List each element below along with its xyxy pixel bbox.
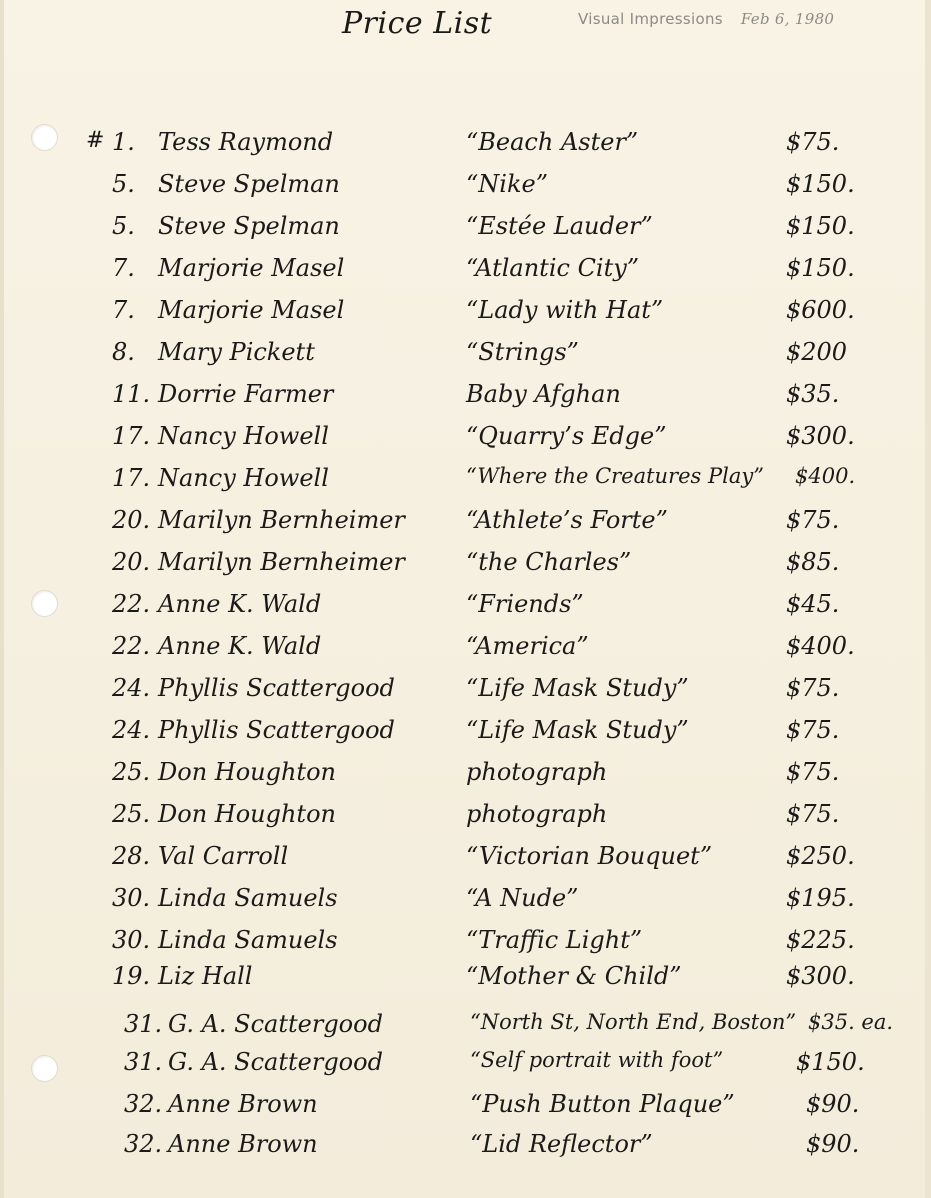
artist-name: Anne K. Wald bbox=[158, 632, 322, 660]
price-row bbox=[0, 884, 931, 918]
price: $400. bbox=[795, 464, 856, 488]
price: $75. bbox=[786, 758, 840, 786]
entry-number: 5. bbox=[112, 212, 135, 240]
price: $150. bbox=[786, 170, 855, 198]
artwork-title: “Atlantic City” bbox=[466, 254, 640, 282]
artist-name: Phyllis Scattergood bbox=[158, 716, 395, 744]
entry-number: 31. bbox=[124, 1010, 163, 1038]
artwork-title: “Mother & Child” bbox=[466, 962, 682, 990]
artist-name: Liz Hall bbox=[158, 962, 253, 990]
price-row bbox=[0, 800, 931, 834]
entry-number: 25. bbox=[112, 758, 151, 786]
price-row bbox=[0, 842, 931, 876]
artist-name: Steve Spelman bbox=[158, 212, 340, 240]
artist-name: Phyllis Scattergood bbox=[158, 674, 395, 702]
price-row bbox=[0, 548, 931, 582]
entry-number: 5. bbox=[112, 170, 135, 198]
price-row bbox=[0, 1090, 931, 1124]
price-row bbox=[0, 296, 931, 330]
artist-name: Nancy Howell bbox=[158, 422, 329, 450]
artist-name: Anne K. Wald bbox=[158, 590, 322, 618]
price: $225. bbox=[786, 926, 855, 954]
entry-number: 19. bbox=[112, 962, 151, 990]
price-row bbox=[0, 1010, 931, 1044]
entry-number: 25. bbox=[112, 800, 151, 828]
price-row bbox=[0, 338, 931, 372]
price: $250. bbox=[786, 842, 855, 870]
entry-number: 22. bbox=[112, 632, 151, 660]
artist-name: Marjorie Masel bbox=[158, 254, 345, 282]
entry-number: 24. bbox=[112, 716, 151, 744]
price: $75. bbox=[786, 716, 840, 744]
artist-name: Steve Spelman bbox=[158, 170, 340, 198]
price-row bbox=[0, 926, 931, 960]
artist-name: Marilyn Bernheimer bbox=[158, 548, 405, 576]
price: $75. bbox=[786, 674, 840, 702]
entry-number: 30. bbox=[112, 884, 151, 912]
price: $75. bbox=[786, 800, 840, 828]
price-row bbox=[0, 464, 931, 498]
artist-name: Marilyn Bernheimer bbox=[158, 506, 405, 534]
entry-number: 7. bbox=[112, 254, 135, 282]
entry-number: 32. bbox=[124, 1130, 163, 1158]
entry-number: 30. bbox=[112, 926, 151, 954]
artwork-title: “Beach Aster” bbox=[466, 128, 639, 156]
artwork-title: Baby Afghan bbox=[466, 380, 621, 408]
artist-name: Linda Samuels bbox=[158, 884, 338, 912]
artist-name: Anne Brown bbox=[168, 1090, 318, 1118]
artwork-title: “America” bbox=[466, 632, 589, 660]
artwork-title: “Life Mask Study” bbox=[466, 674, 689, 702]
artwork-title: “Life Mask Study” bbox=[466, 716, 689, 744]
price: $150. bbox=[786, 212, 855, 240]
artist-name: Tess Raymond bbox=[158, 128, 334, 156]
price-row bbox=[0, 632, 931, 666]
artwork-title: “the Charles” bbox=[466, 548, 632, 576]
artist-name: Mary Pickett bbox=[158, 338, 315, 366]
artwork-title: “Lid Reflector” bbox=[470, 1130, 653, 1158]
price: $85. bbox=[786, 548, 840, 576]
price-row bbox=[0, 422, 931, 456]
artwork-title: “Self portrait with foot” bbox=[470, 1048, 724, 1072]
header-note bbox=[578, 10, 834, 28]
price: $195. bbox=[786, 884, 855, 912]
gallery-name: Visual Impressions bbox=[578, 10, 723, 28]
price: $200 bbox=[786, 338, 848, 366]
artwork-title: “Strings” bbox=[466, 338, 579, 366]
price: $400. bbox=[786, 632, 855, 660]
entry-number: 1. bbox=[112, 128, 135, 156]
price: $35. bbox=[786, 380, 840, 408]
entry-number: 17. bbox=[112, 464, 151, 492]
artwork-title: “Lady with Hat” bbox=[466, 296, 664, 324]
artwork-title: “Traffic Light” bbox=[466, 926, 643, 954]
entry-number: 32. bbox=[124, 1090, 163, 1118]
price: $90. bbox=[806, 1130, 860, 1158]
price-row bbox=[0, 590, 931, 624]
price: $600. bbox=[786, 296, 855, 324]
artist-name: Val Carroll bbox=[158, 842, 289, 870]
entry-number: 7. bbox=[112, 296, 135, 324]
entry-number: 20. bbox=[112, 548, 151, 576]
price: $300. bbox=[786, 422, 855, 450]
price: $75. bbox=[786, 128, 840, 156]
page-title: Price List bbox=[342, 6, 493, 41]
price-row bbox=[0, 506, 931, 540]
artist-name: G. A. Scattergood bbox=[168, 1010, 383, 1038]
artwork-title: “A Nude” bbox=[466, 884, 579, 912]
artwork-title: “Push Button Plaque” bbox=[470, 1090, 735, 1118]
artwork-title: “Athlete’s Forte” bbox=[466, 506, 668, 534]
artwork-title: “North St, North End, Boston” bbox=[470, 1010, 797, 1034]
artist-name: Linda Samuels bbox=[158, 926, 338, 954]
entry-number: 20. bbox=[112, 506, 151, 534]
price: $75. bbox=[786, 506, 840, 534]
price: $45. bbox=[786, 590, 840, 618]
price-row bbox=[0, 212, 931, 246]
number-sign: # bbox=[86, 128, 105, 153]
artwork-title: “Nike” bbox=[466, 170, 548, 198]
artist-name: Marjorie Masel bbox=[158, 296, 345, 324]
artwork-title: “Victorian Bouquet” bbox=[466, 842, 713, 870]
header-date: Feb 6, 1980 bbox=[740, 10, 835, 28]
price-row bbox=[0, 674, 931, 708]
price-row bbox=[0, 1130, 931, 1164]
price-row bbox=[0, 380, 931, 414]
entry-number: 17. bbox=[112, 422, 151, 450]
price: $150. bbox=[796, 1048, 865, 1076]
artwork-title: “Quarry’s Edge” bbox=[466, 422, 667, 450]
artwork-title: photograph bbox=[466, 800, 608, 828]
artist-name: Anne Brown bbox=[168, 1130, 318, 1158]
artist-name: Don Houghton bbox=[158, 758, 336, 786]
entry-number: 28. bbox=[112, 842, 151, 870]
artist-name: Nancy Howell bbox=[158, 464, 329, 492]
artist-name: Don Houghton bbox=[158, 800, 336, 828]
artwork-title: “Friends” bbox=[466, 590, 584, 618]
entry-number: 8. bbox=[112, 338, 135, 366]
price-row bbox=[0, 758, 931, 792]
price-row bbox=[0, 962, 931, 996]
price-row bbox=[0, 128, 931, 162]
price: $35. ea. bbox=[808, 1010, 894, 1034]
price: $300. bbox=[786, 962, 855, 990]
artist-name: G. A. Scattergood bbox=[168, 1048, 383, 1076]
entry-number: 31. bbox=[124, 1048, 163, 1076]
artist-name: Dorrie Farmer bbox=[158, 380, 334, 408]
artwork-title: “Where the Creatures Play” bbox=[466, 464, 764, 488]
artwork-title: “Estée Lauder” bbox=[466, 212, 653, 240]
artwork-title: photograph bbox=[466, 758, 608, 786]
price-row bbox=[0, 254, 931, 288]
price-row bbox=[0, 1048, 931, 1082]
entry-number: 24. bbox=[112, 674, 151, 702]
price: $150. bbox=[786, 254, 855, 282]
price-row bbox=[0, 170, 931, 204]
entry-number: 11. bbox=[112, 380, 151, 408]
price: $90. bbox=[806, 1090, 860, 1118]
entry-number: 22. bbox=[112, 590, 151, 618]
price-row bbox=[0, 716, 931, 750]
